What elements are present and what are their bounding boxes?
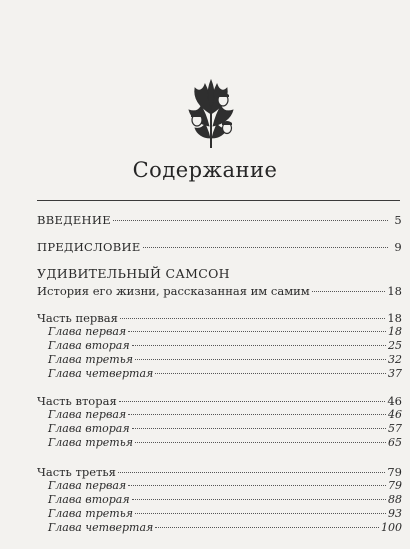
toc-label: История его жизни, рассказанная им самим [37, 284, 310, 298]
toc-entry-chapter[interactable] [48, 507, 402, 521]
dot-leader [312, 291, 386, 292]
dot-leader [120, 318, 385, 319]
toc-entry-part[interactable] [37, 465, 402, 479]
oak-acorn-ornament-icon [183, 78, 239, 150]
toc-entry-intro[interactable] [37, 213, 402, 227]
toc-entry-chapter[interactable] [48, 422, 402, 436]
toc-label: Глава первая [48, 325, 127, 338]
toc-label: Глава первая [48, 408, 127, 421]
toc-entry-chapter[interactable] [48, 408, 402, 422]
toc-entry-chapter[interactable] [48, 521, 402, 535]
toc-label: Глава вторая [48, 339, 130, 352]
toc-page-number: 25 [388, 339, 402, 352]
title-divider [37, 200, 400, 201]
toc-entry-chapter[interactable] [48, 353, 402, 367]
toc-page-number: 18 [387, 284, 402, 298]
dot-leader [135, 442, 386, 443]
toc-page-number: 57 [388, 422, 402, 435]
toc-entry-part[interactable] [37, 311, 402, 325]
toc-entry-part[interactable] [37, 394, 402, 408]
toc-label: Глава первая [48, 479, 127, 492]
toc-label: Глава четвертая [48, 521, 154, 534]
toc-page-number: 46 [387, 394, 402, 408]
toc-page-number: 32 [388, 353, 402, 366]
toc-page-number: 18 [387, 311, 402, 325]
toc-entry-chapter[interactable] [48, 479, 402, 493]
toc-label: Глава вторая [48, 493, 130, 506]
toc-label: Часть первая [37, 311, 118, 325]
toc-page-number: 88 [388, 493, 402, 506]
dot-leader [118, 472, 385, 473]
dot-leader [155, 373, 386, 374]
toc-page-number: 5 [394, 213, 402, 227]
toc-label: Часть третья [37, 465, 116, 479]
dot-leader [132, 345, 386, 346]
toc-page-number: 37 [388, 367, 402, 380]
dot-leader [113, 220, 388, 221]
toc-label: Глава вторая [48, 422, 130, 435]
dot-leader [135, 359, 386, 360]
toc-page-number: 100 [381, 521, 402, 534]
toc-label: Глава третья [48, 436, 133, 449]
toc-label: Глава третья [48, 353, 133, 366]
dot-leader [143, 247, 388, 248]
toc-page-number: 79 [388, 479, 402, 492]
toc-entry-chapter[interactable] [48, 493, 402, 507]
toc-entry-chapter[interactable] [48, 367, 402, 381]
toc-entry-chapter[interactable] [48, 339, 402, 353]
dot-leader [128, 485, 386, 486]
toc-page-number: 93 [388, 507, 402, 520]
toc-label: Часть вторая [37, 394, 117, 408]
dot-leader [128, 331, 386, 332]
toc-page-number: 18 [388, 325, 402, 338]
toc-entry-chapter[interactable] [48, 325, 402, 339]
toc-label: Глава третья [48, 507, 133, 520]
dot-leader [132, 428, 386, 429]
toc-entry-chapter[interactable] [48, 436, 402, 450]
toc-entry-history[interactable] [37, 284, 402, 298]
dot-leader [155, 527, 379, 528]
toc-page-number: 46 [388, 408, 402, 421]
page-title: Содержание [132, 158, 278, 182]
toc-page-number: 79 [387, 465, 402, 479]
toc-entry-preface[interactable] [37, 240, 402, 254]
section-heading: УДИВИТЕЛЬНЫЙ САМСОН [37, 266, 230, 281]
toc-label: Глава четвертая [48, 367, 154, 380]
toc-page-number: 9 [394, 240, 402, 254]
dot-leader [132, 499, 386, 500]
dot-leader [135, 513, 386, 514]
dot-leader [128, 414, 386, 415]
toc-label: ВВЕДЕНИЕ [37, 213, 111, 227]
toc-page-number: 65 [388, 436, 402, 449]
dot-leader [119, 401, 386, 402]
toc-label: ПРЕДИСЛОВИЕ [37, 240, 141, 254]
